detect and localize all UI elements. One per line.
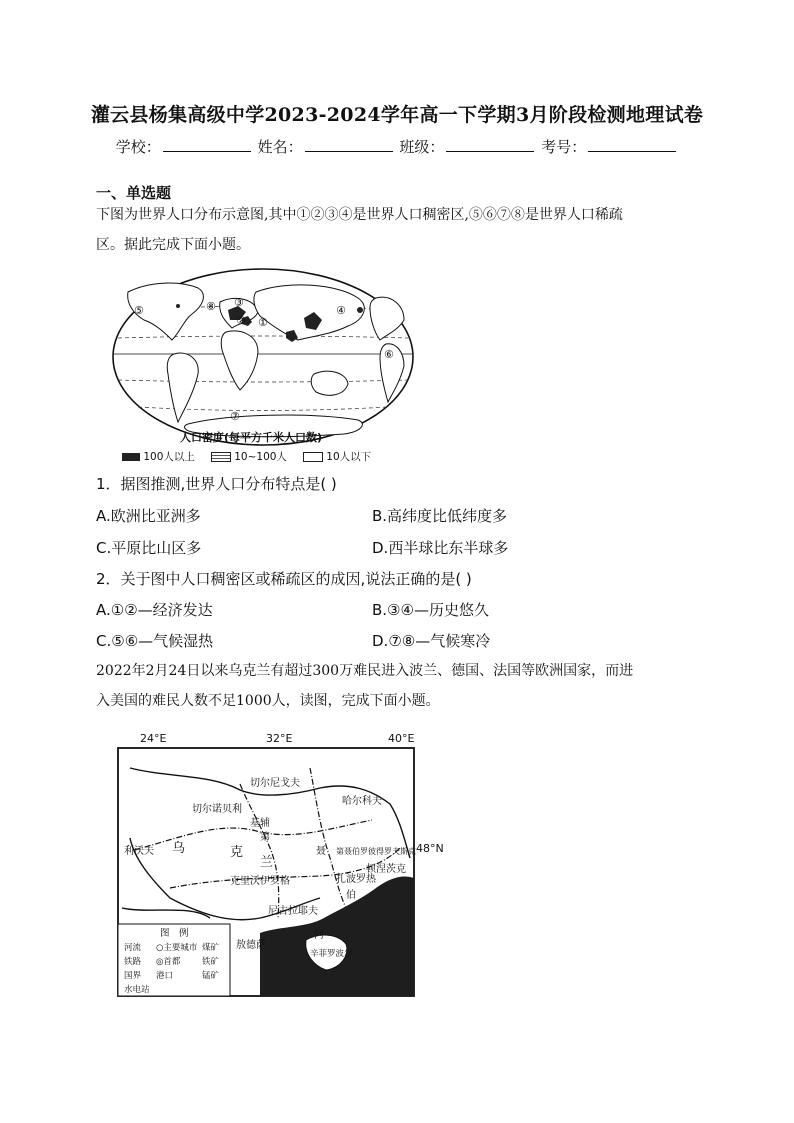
map1-legend-title: 人口密度(每平方千米人口数) <box>180 431 323 444</box>
label-kryvyi: 克里沃伊罗格 <box>230 876 290 887</box>
legend-city: ○主要城市 <box>156 943 198 953</box>
legend-medium <box>211 449 287 464</box>
marker-7: ⑦ <box>230 410 240 423</box>
passage-1-line-2: 区。据此完成下面小题。 <box>96 237 250 253</box>
legend-swatch-dense <box>122 453 140 461</box>
school-label: 学校： <box>115 138 161 156</box>
name-blank <box>305 139 393 152</box>
name-label: 姓名： <box>257 138 303 156</box>
question-1-stem: 1．据图推测,世界人口分布特点是( ) <box>96 475 337 493</box>
q1-option-c: C.平原比山区多 <box>96 539 202 557</box>
label-zaporizhzhia: 扎波罗热 <box>336 874 376 885</box>
legend-dense <box>122 449 195 464</box>
legend-swatch-medium <box>211 452 231 462</box>
passage-2-line-1: 2022年2月24日以来乌克兰有超过300万难民进入波兰、德国、法国等欧洲国家，而进 <box>96 663 634 679</box>
label-chernihiv: 切尔尼戈夫 <box>250 778 300 789</box>
legend-medium-label: 10~100人 <box>234 451 287 463</box>
label-dnipropetrovsk: 第聂伯罗彼得罗夫斯克 <box>336 847 416 856</box>
exam-title: 灌云县杨集高级中学2023-2024学年高一下学期3月阶段检测地理试卷 <box>90 104 704 126</box>
label-he: 河 <box>314 930 324 941</box>
legend-capital: ◎首都 <box>156 957 181 967</box>
legend-swatch-sparse <box>303 452 323 462</box>
label-nikopol: 尼古拉耶夫 <box>268 906 318 917</box>
marker-1: ① <box>258 316 268 329</box>
label-chernobyl: 切尔诺贝利 <box>192 804 242 815</box>
label-donetsk: 顿涅茨克 <box>366 864 406 875</box>
map2-legend-title: 图 例 <box>160 928 189 939</box>
q1-option-d: D.西半球比东半球多 <box>372 539 509 557</box>
ukraine-map <box>110 728 444 1000</box>
map1-legend <box>122 449 371 464</box>
label-odesa: 敖德萨 <box>236 940 266 951</box>
marker-3: ③ <box>234 296 244 309</box>
legend-railway: 铁路 <box>124 957 142 967</box>
school-blank <box>163 139 251 152</box>
legend-manganese: 锰矿 <box>202 971 220 981</box>
legend-river: 河流 <box>124 943 142 953</box>
lon-32: 32°E <box>266 732 293 745</box>
label-kharkiv: 哈尔科夫 <box>342 796 382 807</box>
passage-1 <box>96 200 702 260</box>
lon-24: 24°E <box>140 732 167 745</box>
label-lviv: 利沃夫 <box>124 846 154 857</box>
lon-40: 40°E <box>388 732 415 745</box>
question-2-stem: 2．关于图中人口稠密区或稀疏区的成因,说法正确的是( ) <box>96 570 472 588</box>
marker-6: ⑥ <box>384 348 394 361</box>
section-title: 一、单选题 <box>96 184 172 202</box>
id-blank <box>588 139 676 152</box>
legend-port: 港口 <box>156 971 174 981</box>
marker-5: ⑤ <box>134 304 144 317</box>
marker-4: ④ <box>336 304 346 317</box>
label-ke: 克 <box>230 845 244 860</box>
label-lan: 兰 <box>260 855 274 870</box>
passage-2 <box>96 656 702 716</box>
class-blank <box>446 139 534 152</box>
student-info-line <box>0 136 794 157</box>
label-kyiv: 基辅 <box>250 818 270 829</box>
legend-coal: 煤矿 <box>202 943 220 953</box>
passage-2-line-2: 入美国的难民人数不足1000人，读图，完成下面小题。 <box>96 693 440 709</box>
q1-option-b: B.高纬度比低纬度多 <box>372 507 508 525</box>
marker-2: ② <box>236 314 246 327</box>
label-simferopol: 辛菲罗波尔 <box>310 949 353 959</box>
label-nie: 聂 <box>316 846 326 857</box>
label-bo: 伯 <box>346 890 356 901</box>
lat-48: 48°N <box>416 842 444 855</box>
legend-border: 国界 <box>124 971 142 981</box>
q2-option-b: B.③④—历史悠久 <box>372 601 489 619</box>
marker-8: ⑧ <box>206 300 216 313</box>
legend-sparse-label: 10人以下 <box>326 451 372 463</box>
label-wu: 乌 <box>172 841 186 856</box>
legend-sparse <box>303 449 371 464</box>
passage-1-line-1: 下图为世界人口分布示意图,其中①②③④是世界人口稠密区,⑤⑥⑦⑧是世界人口稀疏 <box>96 207 623 223</box>
class-label: 班级： <box>399 138 445 156</box>
q2-option-a: A.①②—经济发达 <box>96 601 213 619</box>
id-label: 考号： <box>541 138 587 156</box>
q2-option-c: C.⑤⑥—气候湿热 <box>96 632 214 650</box>
q2-option-d: D.⑦⑧—气候寒冷 <box>372 632 491 650</box>
legend-dense-label: 100人以上 <box>143 451 195 463</box>
legend-hydro: 水电站 <box>124 985 150 995</box>
label-di: 第 <box>260 832 270 843</box>
q1-option-a: A.欧洲比亚洲多 <box>96 507 201 525</box>
legend-iron: 铁矿 <box>202 957 220 967</box>
